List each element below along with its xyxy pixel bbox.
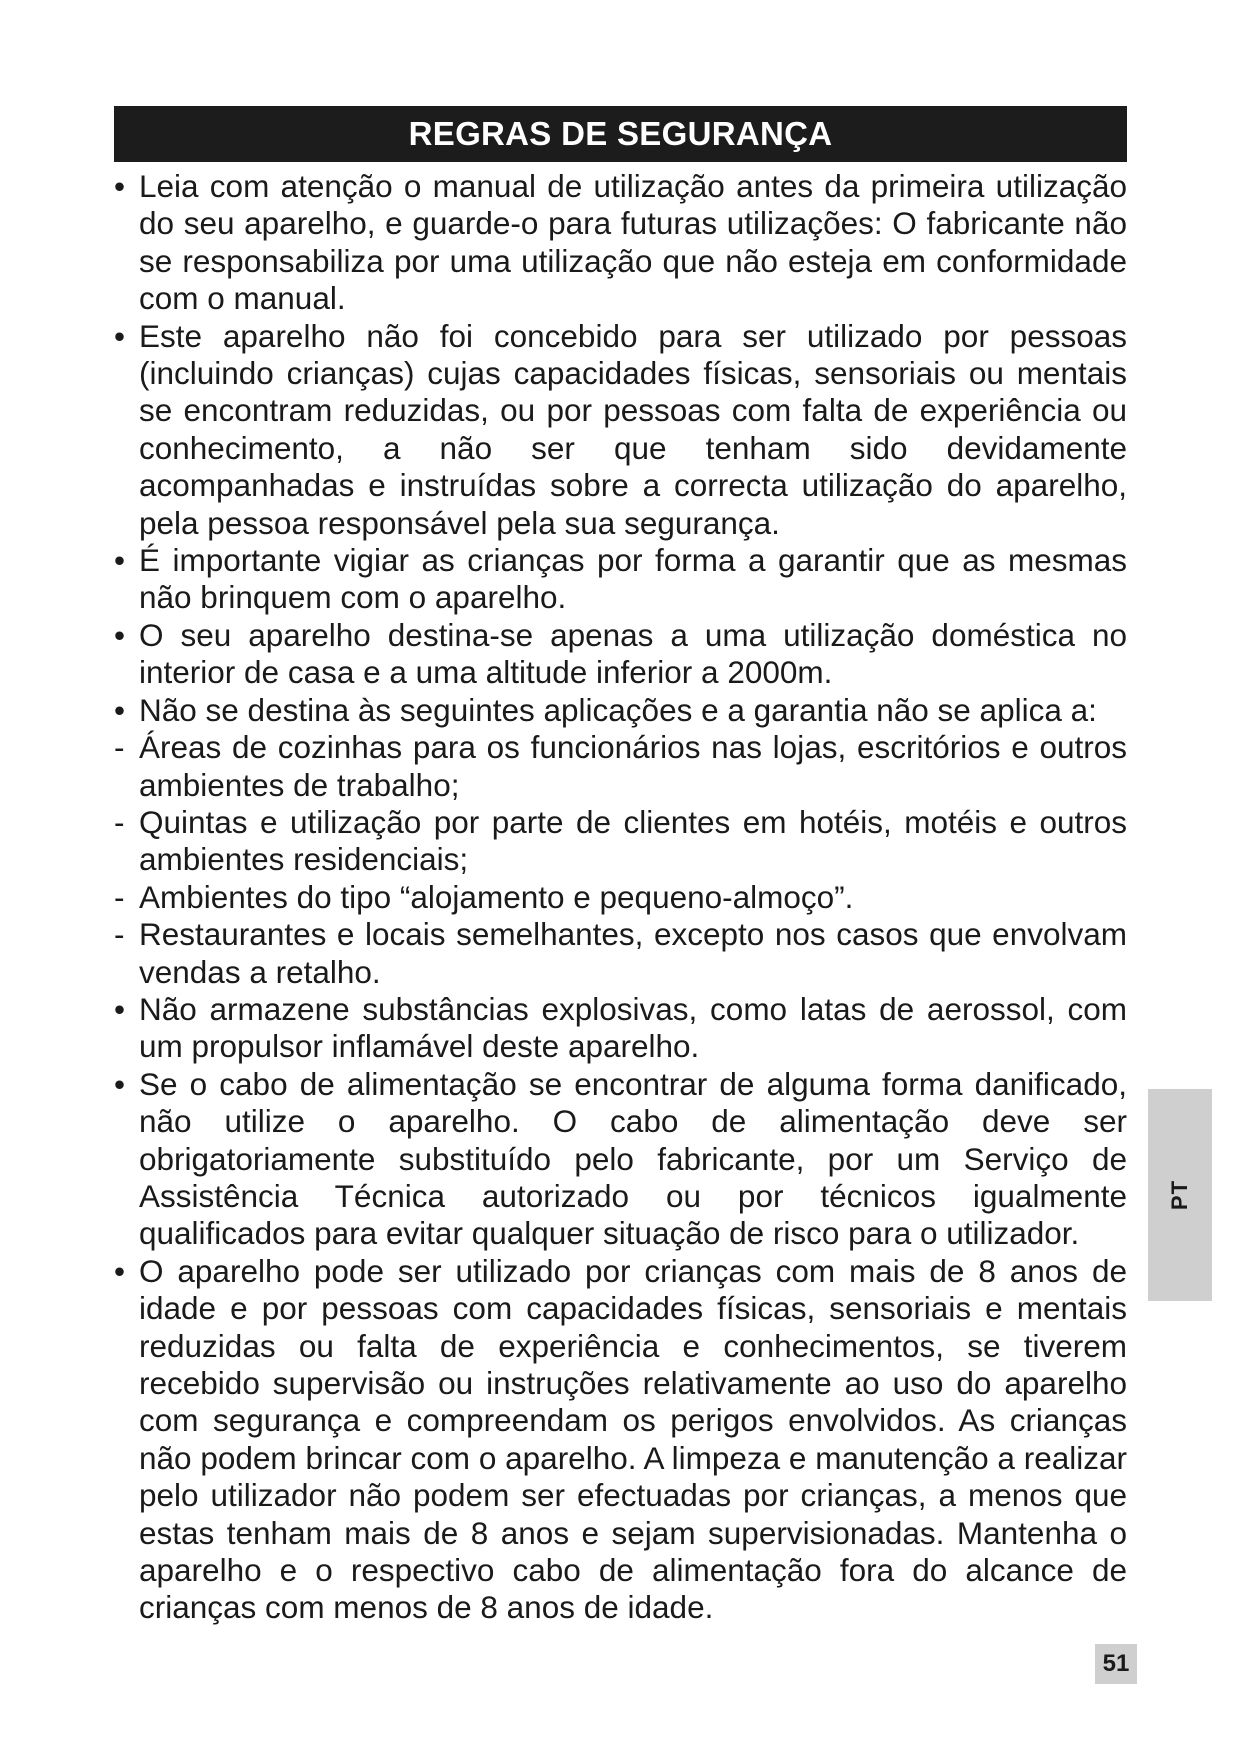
- list-item-text: O seu aparelho destina-se apenas a uma utilização doméstica no interior de casa e a uma altitude inferior a 2000m.: [139, 616, 1127, 691]
- language-tab: [1148, 1089, 1212, 1301]
- dash-marker: -: [114, 729, 125, 766]
- dash-marker: -: [114, 878, 125, 915]
- list-item-text: Ambientes do tipo “alojamento e pequeno-almoço”.: [139, 878, 854, 915]
- list-item: [114, 542, 1127, 617]
- bullet-marker: •: [114, 691, 126, 728]
- bullet-marker: •: [114, 1065, 126, 1102]
- list-item: [114, 991, 1127, 1066]
- list-item: [114, 879, 1127, 916]
- list-item: [114, 916, 1127, 991]
- list-item: [114, 318, 1127, 542]
- list-item-text: Quintas e utilização por parte de clientes em hotéis, motéis e outros ambientes residenciais;: [139, 803, 1127, 878]
- list-item-text: O aparelho pode ser utilizado por crianças com mais de 8 anos de idade e por pessoas com capacidades físicas, sensoriais e mentais reduzidas ou falta de experiência e conhecimentos, se tiverem recebido supervisão ou instruções relativamente ao uso do aparelho com segurança e compreendam os perigos envolvidos. As crianças não podem brincar com o aparelho. A limpeza e manutenção a realizar pelo utilizador não podem ser efectuadas por crianças, a menos que estas tenham mais de 8 anos e sejam supervisionadas. Mantenha o aparelho e o respectivo cabo de alimentação fora do alcance de crianças com menos de 8 anos de idade.: [139, 1252, 1127, 1626]
- list-item-text: Não se destina às seguintes aplicações e a garantia não se aplica a:: [139, 691, 1097, 728]
- list-item: [114, 617, 1127, 692]
- list-item-text: Áreas de cozinhas para os funcionários nas lojas, escritórios e outros ambientes de trabalho;: [139, 729, 1127, 803]
- bullet-marker: •: [114, 1252, 126, 1289]
- bullet-marker: •: [114, 616, 126, 653]
- bullet-marker: •: [114, 317, 126, 354]
- list-item: [114, 168, 1127, 318]
- list-item: [114, 1253, 1127, 1627]
- bullet-marker: •: [114, 542, 126, 579]
- list-item: [114, 729, 1127, 804]
- bullet-marker: •: [114, 990, 126, 1027]
- list-item-text: É importante vigiar as crianças por forma a garantir que as mesmas não brinquem com o aparelho.: [139, 542, 1127, 616]
- list-item: [114, 804, 1127, 879]
- dash-marker: -: [114, 803, 125, 840]
- list-item-text: Restaurantes e locais semelhantes, excepto nos casos que envolvam vendas a retalho.: [139, 916, 1127, 990]
- list-item: [114, 1066, 1127, 1253]
- list-item-text: Leia com atenção o manual de utilização antes da primeira utilização do seu aparelho, e guarde-o para futuras utilizações: O fabricante não se responsabiliza por uma utilização que não esteja em conformidade com o manual.: [139, 168, 1127, 317]
- list-item: [114, 692, 1127, 729]
- list-item-text: Se o cabo de alimentação se encontrar de alguma forma danificado, não utilize o aparelho. O cabo de alimentação deve ser obrigatoriamente substituído pelo fabricante, por um Serviço de Assistência Técnica autorizado ou por técnicos igualmente qualificados para evitar qualquer situação de risco para o utilizador.: [139, 1065, 1127, 1252]
- list-item-text: Este aparelho não foi concebido para ser utilizado por pessoas (incluindo crianças) cujas capacidades físicas, sensoriais ou mentais se encontram reduzidas, ou por pessoas com falta de experiência ou conhecimento, a não ser que tenham sido devidamente acompanhadas e instruídas sobre a correcta utilização do aparelho, pela pessoa responsável pela sua segurança.: [139, 317, 1127, 541]
- safety-rules-list: [114, 168, 1127, 1627]
- dash-marker: -: [114, 916, 125, 953]
- page-number: 51: [1095, 1644, 1137, 1684]
- list-item-text: Não armazene substâncias explosivas, como latas de aerossol, com um propulsor inflamável deste aparelho.: [139, 990, 1127, 1065]
- section-title: REGRAS DE SEGURANÇA: [114, 106, 1127, 162]
- language-tab-label: PT: [1167, 1179, 1192, 1211]
- bullet-marker: •: [114, 168, 126, 204]
